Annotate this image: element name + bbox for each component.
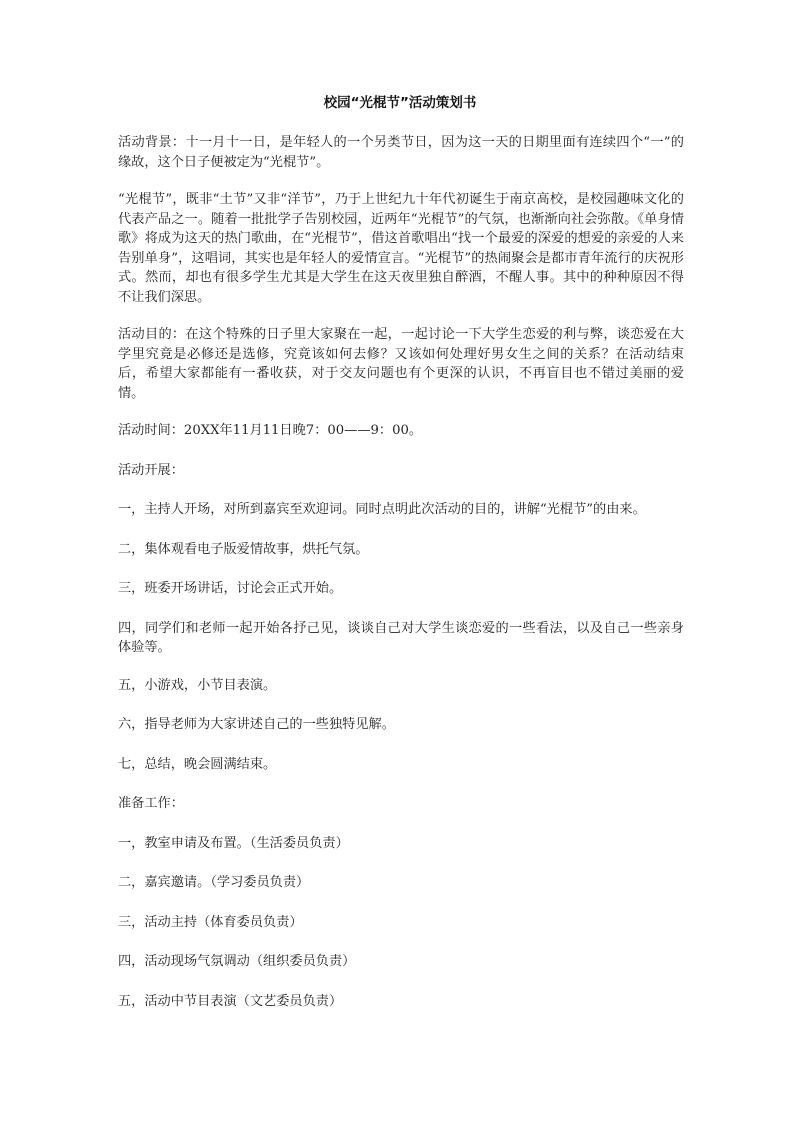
document-body <box>118 133 684 1031</box>
list-item: 五，小游戏，小节目表演。 <box>118 677 277 693</box>
list-item: 四，活动现场气氛调动（组织委员负责） <box>118 954 356 969</box>
document-title: 校园“光棍节”活动策划书 <box>323 95 477 111</box>
list-item: 二，嘉宾邀请。（学习委员负责） <box>118 875 310 890</box>
section-heading-preparation: 准备工作： <box>118 796 184 811</box>
list-item: 四，同学们和老师一起开始各抒己见，谈谈自己对大学生谈恋爱的一些看法，以及自己一些亲身体验等。 <box>118 620 684 655</box>
list-item: 三，班委开场讲话，讨论会正式开始。 <box>118 581 343 596</box>
list-item: 六，指导老师为大家讲述自己的一些独特见解。 <box>118 717 395 732</box>
list-item: 三，活动主持（体育委员负责） <box>118 914 303 930</box>
list-item: 一，主持人开场，对所到嘉宾至欢迎词。同时点明此次活动的目的，讲解“光棍节”的由来。 <box>118 502 646 517</box>
list-item: 五，活动中节目表演（文艺委员负责） <box>118 993 343 1009</box>
list-item: 一，教室申请及布置。（生活委员负责） <box>118 835 349 851</box>
paragraph-origin: “光棍节”，既非“土节”又非“洋节”，乃于上世纪九十年代初诞生于南京高校，是校园趣味文化的代表产品之一。随着一批批学子告别校园，近两年“光棍节”的气氛，也渐渐向社会弥散。《单身情歌》将成为这天的热门歌曲，在“光棍节”，借这首歌唱出“找一个最爱的深爱的想爱的亲爱的人来告别单身”，这唱词，其实也是年轻人的爱情宣言。“光棍节”的热闹聚会是都市青年流行的庆祝形式。然而，却也有很多学生尤其是大学生在这天夜里独自醉酒，不醒人事。其中的种种原因不得不让我们深思。 <box>118 192 684 305</box>
paragraph-purpose: 活动目的：在这个特殊的日子里大家聚在一起，一起讨论一下大学生恋爱的利与弊，谈恋爱在大学里究竟是必修还是选修，究竟该如何去修？又该如何处理好男女生之间的关系？在活动结束后，希望大家都能有一番收获，对于交友问题也有个更深的认识，不再盲目也不错过美丽的爱情。 <box>118 327 684 401</box>
paragraph-time: 活动时间：20XX年11月11日晚7：00——9：00。 <box>118 423 423 438</box>
list-item: 二，集体观看电子版爱情故事，烘托气氛。 <box>118 541 369 557</box>
section-heading-activities: 活动开展： <box>118 462 184 478</box>
list-item: 七，总结，晚会圆满结束。 <box>118 756 277 772</box>
paragraph-background: 活动背景：十一月十一日，是年轻人的一个另类节日，因为这一天的日期里面有连续四个“一”的缘故，这个日子便被定为“光棍节”。 <box>118 135 684 170</box>
